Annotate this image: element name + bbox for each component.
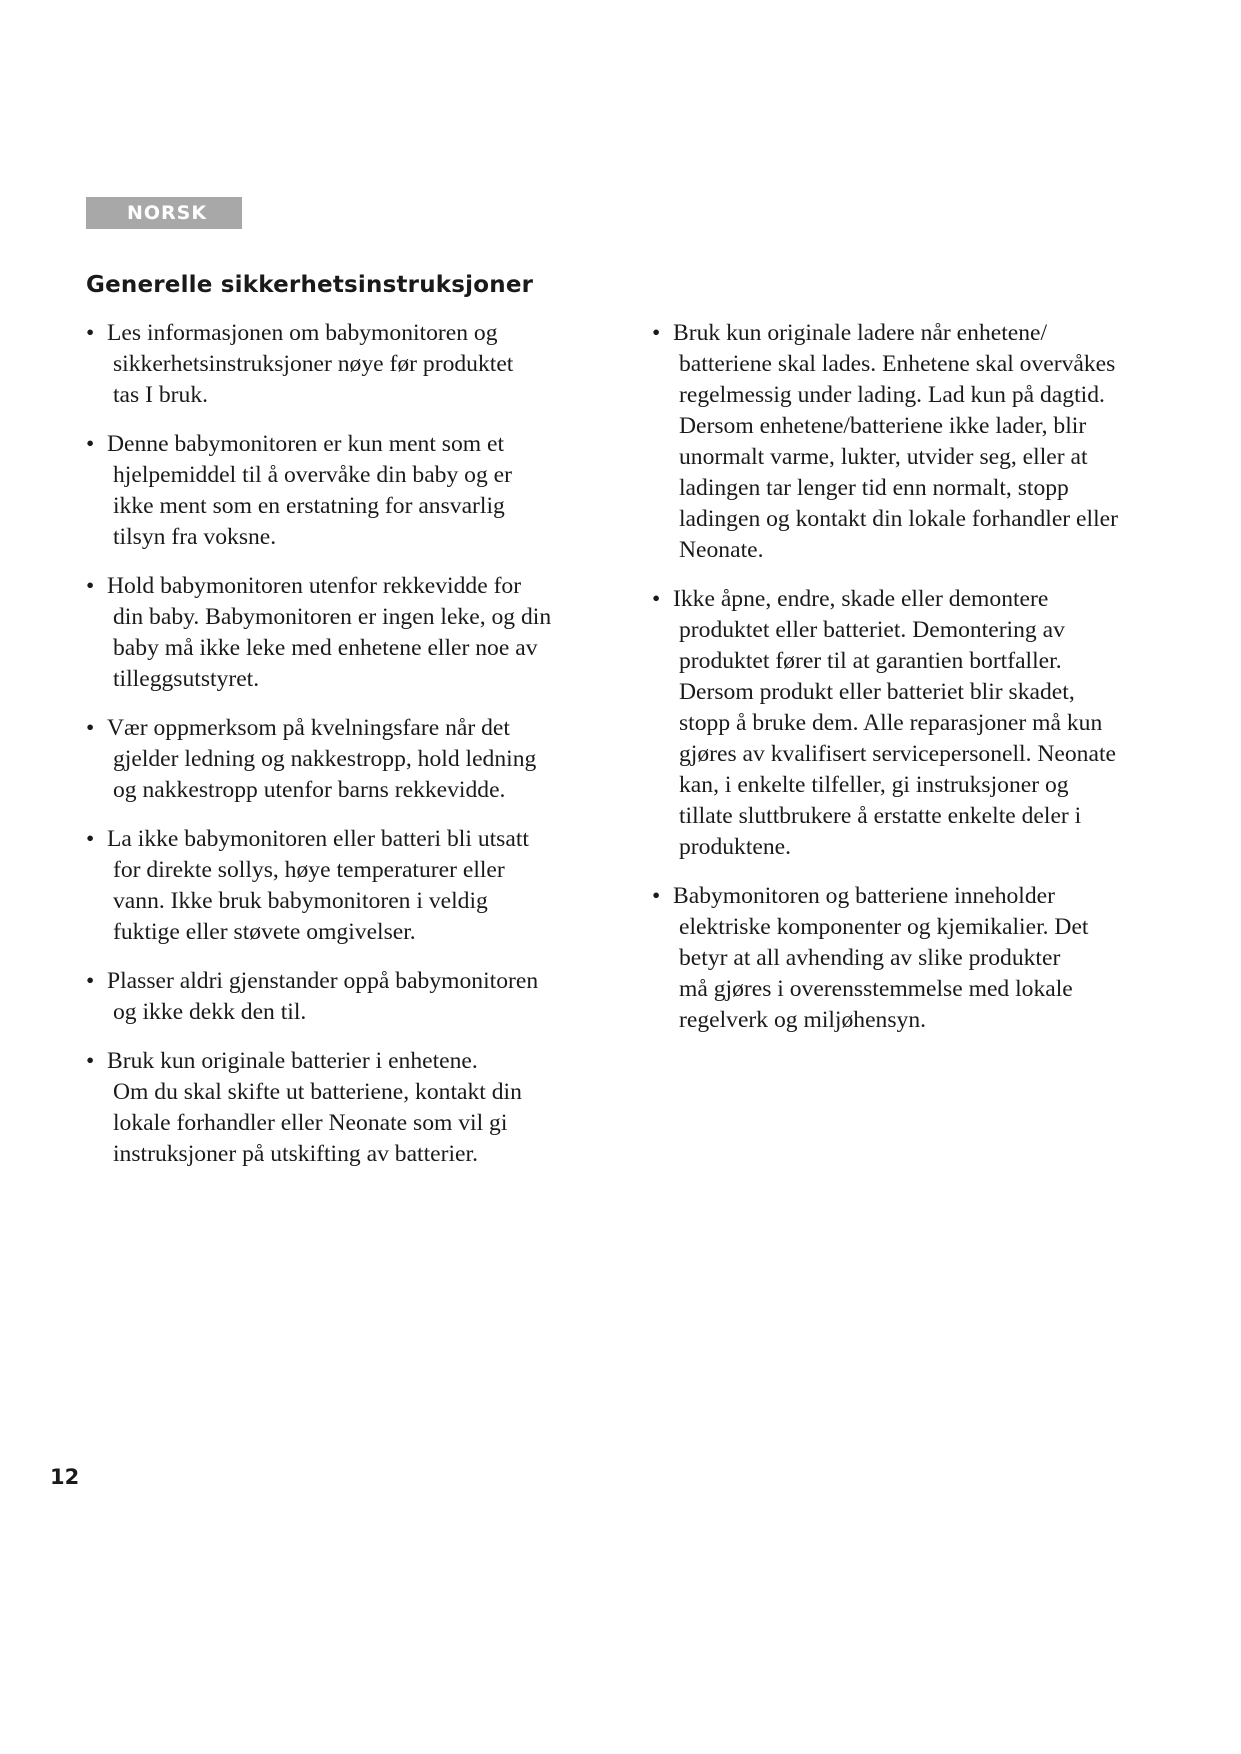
bullet-text-line: tilsyn fra voksne.: [113, 524, 277, 550]
bullet-text-line: elektriske komponenter og kjemikalier. Det: [679, 914, 1089, 940]
bullet-item: [86, 429, 616, 553]
bullet-text-line: for direkte sollys, høye temperaturer eller: [113, 857, 505, 883]
bullet-text-line: Dersom produkt eller batteriet blir skadet,: [679, 679, 1075, 705]
bullet-dot: •: [86, 826, 95, 852]
bullet-item: [86, 318, 616, 411]
bullet-text-line: regelmessig under lading. Lad kun på dagtid.: [679, 382, 1105, 408]
bullet-text-line: ikke ment som en erstatning for ansvarlig: [113, 493, 505, 519]
bullet-text-line: instruksjoner på utskifting av batterier.: [113, 1141, 478, 1167]
bullet-item: [86, 966, 616, 1028]
bullet-text-line: Vær oppmerksom på kvelningsfare når det: [107, 715, 510, 741]
bullet-dot: •: [86, 1048, 95, 1074]
bullet-text-line: gjelder ledning og nakkestropp, hold ledning: [113, 746, 537, 772]
bullet-text-line: ladingen tar lenger tid enn normalt, stopp: [679, 475, 1069, 501]
bullet-text-line: tas I bruk.: [113, 382, 209, 408]
bullet-text-line: stopp å bruke dem. Alle reparasjoner må kun: [679, 710, 1103, 736]
bullet-text-line: La ikke babymonitoren eller batteri bli utsatt: [107, 826, 529, 852]
bullet-item: [652, 881, 1182, 1036]
bullet-text-line: gjøres av kvalifisert servicepersonell. Neonate: [679, 741, 1116, 767]
page-number: 12: [50, 1465, 80, 1489]
bullet-text-line: Bruk kun originale batterier i enhetene.: [107, 1048, 478, 1074]
bullet-text-line: unormalt varme, lukter, utvider seg, eller at: [679, 444, 1088, 470]
bullet-text-line: din baby. Babymonitoren er ingen leke, og din: [113, 604, 552, 630]
bullet-text-line: vann. Ikke bruk babymonitoren i veldig: [113, 888, 488, 914]
bullet-text-line: batteriene skal lades. Enhetene skal overvåkes: [679, 351, 1116, 377]
bullet-text-line: regelverk og miljøhensyn.: [679, 1007, 927, 1033]
bullet-text-line: produktet fører til at garantien bortfaller.: [679, 648, 1062, 674]
bullet-dot: •: [652, 320, 661, 346]
bullet-item: [86, 1046, 616, 1170]
bullet-text-line: fuktige eller støvete omgivelser.: [113, 919, 416, 945]
bullet-text-line: Om du skal skifte ut batteriene, kontakt din: [113, 1079, 522, 1105]
language-tag: NORSK: [86, 197, 242, 229]
bullet-text-line: sikkerhetsinstruksjoner nøye før produktet: [113, 351, 514, 377]
bullet-text-line: Dersom enhetene/batteriene ikke lader, blir: [679, 413, 1087, 439]
bullet-item: [86, 571, 616, 695]
bullet-text-line: ladingen og kontakt din lokale forhandler eller: [679, 506, 1118, 532]
bullet-item: [86, 713, 616, 806]
section-heading: Generelle sikkerhetsinstruksjoner: [86, 272, 534, 298]
bullet-text-line: Les informasjonen om babymonitoren og: [107, 320, 498, 346]
bullet-text-line: Ikke åpne, endre, skade eller demontere: [673, 586, 1049, 612]
bullet-text-line: og nakkestropp utenfor barns rekkevidde.: [113, 777, 506, 803]
bullet-text-line: produktene.: [679, 834, 792, 860]
bullet-text-line: Babymonitoren og batteriene inneholder: [673, 883, 1055, 909]
bullet-item: [652, 584, 1182, 863]
bullet-text-line: lokale forhandler eller Neonate som vil gi: [113, 1110, 508, 1136]
bullet-text-line: Plasser aldri gjenstander oppå babymonitoren: [107, 968, 539, 994]
bullet-text-line: Hold babymonitoren utenfor rekkevidde for: [107, 573, 522, 599]
left-column: [86, 318, 616, 1188]
bullet-text-line: baby må ikke leke med enhetene eller noe av: [113, 635, 538, 661]
bullet-text-line: må gjøres i overensstemmelse med lokale: [679, 976, 1073, 1002]
bullet-dot: •: [86, 715, 95, 741]
right-column: [652, 318, 1182, 1054]
bullet-text-line: Denne babymonitoren er kun ment som et: [107, 431, 505, 457]
bullet-dot: •: [86, 968, 95, 994]
bullet-text-line: betyr at all avhending av slike produkter: [679, 945, 1061, 971]
bullet-item: [86, 824, 616, 948]
bullet-text-line: produktet eller batteriet. Demontering av: [679, 617, 1065, 643]
bullet-dot: •: [86, 431, 95, 457]
bullet-dot: •: [652, 586, 661, 612]
bullet-text-line: Neonate.: [679, 537, 764, 563]
bullet-text-line: tillate sluttbrukere å erstatte enkelte deler i: [679, 803, 1082, 829]
bullet-dot: •: [652, 883, 661, 909]
bullet-text-line: kan, i enkelte tilfeller, gi instruksjoner og: [679, 772, 1069, 798]
bullet-item: [652, 318, 1182, 566]
bullet-text-line: og ikke dekk den til.: [113, 999, 307, 1025]
bullet-dot: •: [86, 573, 95, 599]
bullet-text-line: tilleggsutstyret.: [113, 666, 260, 692]
bullet-dot: •: [86, 320, 95, 346]
bullet-text-line: hjelpemiddel til å overvåke din baby og er: [113, 462, 512, 488]
bullet-text-line: Bruk kun originale ladere når enhetene/: [673, 320, 1048, 346]
